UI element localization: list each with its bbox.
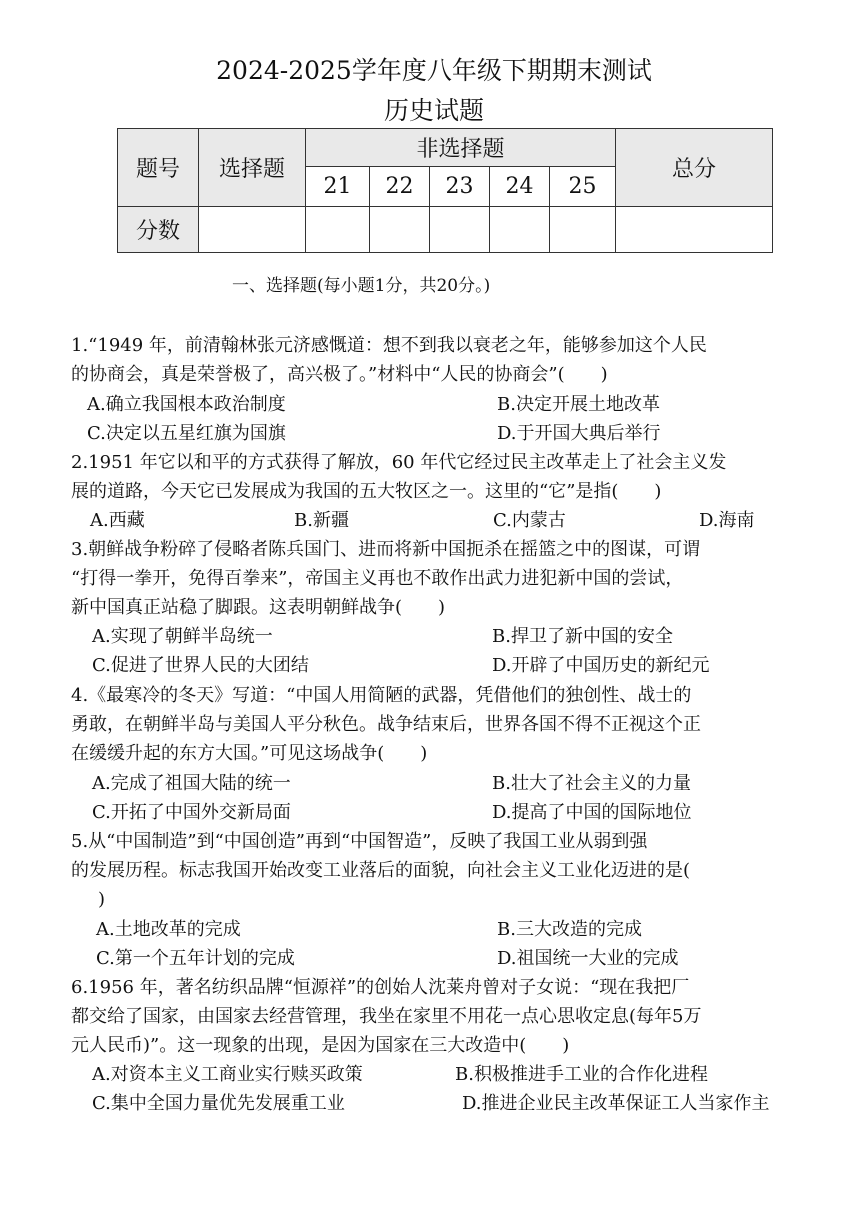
question-6-line: 元人民币)”。这一现象的出现，是因为国家在三大改造中( ) (71, 1035, 570, 1056)
score-table-qnum: 21 (306, 167, 370, 207)
question-6-line: 6.1956 年，著名纺织品牌“恒源祥”的创始人沈莱舟曾对子女说：“现在我把厂 (71, 977, 690, 998)
question-3-line: 3.朝鲜战争粉碎了侵略者陈兵国门、进而将新中国扼杀在摇篮之中的图谋，可谓 (71, 539, 701, 560)
question-1-option-b: B.决定开展土地改革 (497, 394, 660, 415)
question-5-option-a: A.土地改革的完成 (96, 919, 241, 940)
question-3-option-b: B.捍卫了新中国的安全 (492, 626, 673, 647)
score-table-qnum: 22 (370, 167, 430, 207)
question-3-option-a: A.实现了朝鲜半岛统一 (92, 626, 273, 647)
score-table-qnum: 23 (430, 167, 490, 207)
question-3-line: “打得一拳开，免得百拳来”，帝国主义再也不敢作出武力进犯新中国的尝试， (71, 568, 684, 589)
score-table-qnum: 24 (490, 167, 550, 207)
question-2-option-a: A.西藏 (90, 510, 145, 531)
score-cell-total[interactable] (616, 207, 773, 253)
score-table-label-score: 分数 (118, 207, 199, 253)
question-3-option-d: D.开辟了中国历史的新纪元 (492, 655, 710, 676)
score-table-label-question: 题号 (118, 129, 199, 207)
score-cell-choice[interactable] (199, 207, 306, 253)
question-2-option-d: D.海南 (699, 510, 755, 531)
question-6-option-b: B.积极推进手工业的合作化进程 (455, 1064, 708, 1085)
question-4-option-d: D.提高了中国的国际地位 (492, 802, 692, 823)
score-cell-q24[interactable] (490, 207, 550, 253)
score-cell-q25[interactable] (550, 207, 616, 253)
question-1-option-a: A.确立我国根本政治制度 (87, 394, 286, 415)
score-table-nonchoice-header: 非选择题 (306, 129, 616, 167)
question-2-line: 展的道路，今天它已发展成为我国的五大牧区之一。这里的“它”是指( ) (71, 481, 662, 502)
question-4-option-c: C.开拓了中国外交新局面 (92, 802, 291, 823)
question-5-option-d: D.祖国统一大业的完成 (497, 948, 679, 969)
question-2-option-c: C.内蒙古 (493, 510, 566, 531)
question-2-option-b: B.新疆 (294, 510, 349, 531)
score-cell-q23[interactable] (430, 207, 490, 253)
question-1-option-d: D.于开国大典后举行 (497, 423, 661, 444)
score-table-qnum: 25 (550, 167, 616, 207)
question-1-option-c: C.决定以五星红旗为国旗 (87, 423, 286, 444)
question-1-line: 1.“1949 年，前清翰林张元济感慨道：想不到我以衰老之年，能够参加这个人民 (71, 335, 707, 356)
exam-subtitle: 历史试题 (383, 96, 484, 125)
score-cell-q22[interactable] (370, 207, 430, 253)
question-6-option-c: C.集中全国力量优先发展重工业 (92, 1093, 345, 1114)
question-5-option-b: B.三大改造的完成 (497, 919, 642, 940)
question-5-line: 5.从“中国制造”到“中国创造”再到“中国智造”，反映了我国工业从弱到强 (71, 831, 648, 852)
question-6-line: 都交给了国家，由国家去经营管理，我坐在家里不用花一点心思收定息(每年5万 (71, 1006, 702, 1027)
section-heading: 一、选择题(每小题1分，共20分。) (232, 276, 491, 296)
question-5-line: ) (80, 889, 106, 910)
question-4-line: 勇敢，在朝鲜半岛与美国人平分秋色。战争结束后，世界各国不得不正视这个正 (71, 714, 701, 735)
question-3-line: 新中国真正站稳了脚跟。这表明朝鲜战争( ) (71, 597, 446, 618)
exam-title: 2024-2025学年度八年级下期期末测试 (216, 56, 652, 85)
question-4-line: 在缓缓升起的东方大国。”可见这场战争( ) (71, 743, 428, 764)
question-5-option-c: C.第一个五年计划的完成 (96, 948, 295, 969)
score-cell-q21[interactable] (306, 207, 370, 253)
question-4-option-a: A.完成了祖国大陆的统一 (92, 773, 291, 794)
question-5-line: 的发展历程。标志我国开始改变工业落后的面貌，向社会主义工业化迈进的是( (71, 860, 691, 881)
score-table (117, 128, 773, 253)
question-4-option-b: B.壮大了社会主义的力量 (492, 773, 691, 794)
question-3-option-c: C.促进了世界人民的大团结 (92, 655, 309, 676)
question-4-line: 4.《最寒冷的冬天》写道：“中国人用简陋的武器，凭借他们的独创性、战士的 (71, 685, 692, 706)
question-1-line: 的协商会，真是荣誉极了，高兴极了。”材料中“人民的协商会”( ) (71, 364, 608, 385)
question-6-option-d: D.推进企业民主改革保证工人当家作主 (462, 1093, 770, 1114)
question-2-line: 2.1951 年它以和平的方式获得了解放，60 年代它经过民主改革走上了社会主义发 (71, 452, 727, 473)
question-6-option-a: A.对资本主义工商业实行赎买政策 (92, 1064, 363, 1085)
score-table-choice-header: 选择题 (199, 129, 306, 207)
score-table-total-header: 总分 (616, 129, 773, 207)
